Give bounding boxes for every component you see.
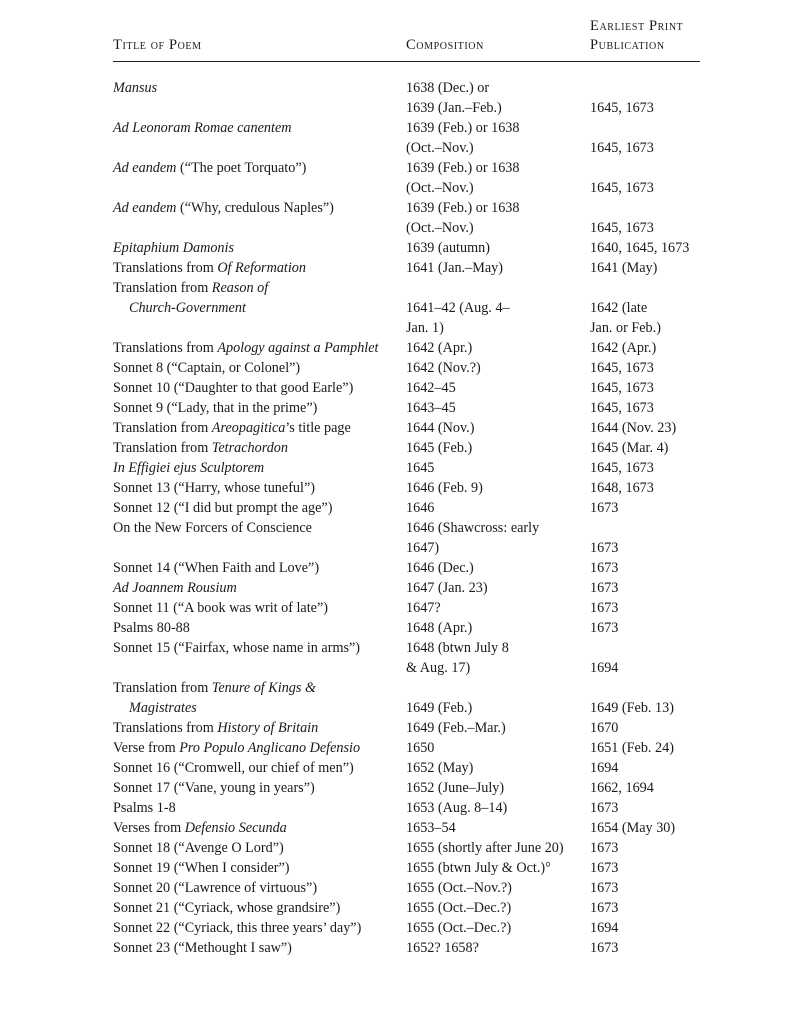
- publication-line: 1694: [590, 920, 619, 936]
- poem-title: [113, 518, 312, 538]
- poem-title: [113, 378, 353, 398]
- table-row: [0, 78, 800, 118]
- publication-line: [590, 198, 654, 218]
- composition-date: [406, 258, 503, 278]
- table-row: [0, 578, 800, 598]
- title-text: Ad Joannem Rousium: [113, 580, 237, 596]
- composition-date: [406, 858, 551, 878]
- table-row: [0, 878, 800, 898]
- composition-date: [406, 738, 434, 758]
- poem-title: [113, 458, 264, 478]
- composition-date: [406, 438, 472, 458]
- publication-line: 1645, 1673: [590, 400, 654, 416]
- publication-line: 1673: [590, 880, 619, 896]
- composition-line: 1647): [406, 540, 440, 556]
- poem-title: [113, 678, 316, 718]
- publication-date: [590, 758, 618, 778]
- publication-line: 1673: [590, 800, 619, 816]
- composition-line: 1645: [406, 460, 435, 476]
- composition-line: 1646 (Dec.): [406, 560, 474, 576]
- title-text: Translation from: [113, 420, 212, 436]
- publication-line: 1694: [590, 760, 619, 776]
- publication-date: [590, 778, 654, 798]
- poem-title: [113, 238, 234, 258]
- poem-title: [113, 758, 354, 778]
- title-text: Ad eandem: [113, 160, 177, 176]
- table-row: [0, 618, 800, 638]
- title-text: Apology against a Pamphlet: [217, 340, 379, 356]
- poem-title: [113, 858, 290, 878]
- publication-date: [590, 358, 654, 378]
- poem-title: [113, 198, 334, 218]
- composition-date: [406, 718, 506, 738]
- title-text: Church-Government: [129, 300, 246, 316]
- table-row: [0, 898, 800, 918]
- composition-date: [406, 78, 502, 118]
- publication-line: [590, 678, 674, 698]
- table-row: [0, 338, 800, 358]
- poem-title: [113, 598, 328, 618]
- composition-date: [406, 418, 474, 438]
- title-text: Translations from: [113, 720, 218, 736]
- composition-line: 1642–45: [406, 380, 456, 396]
- table-row: [0, 938, 800, 958]
- composition-line: 1643–45: [406, 400, 456, 416]
- poem-title: [113, 278, 268, 318]
- title-text: (“Why, credulous Naples”): [176, 200, 334, 216]
- composition-line: 1652 (June–July): [406, 780, 505, 796]
- publication-line: 1649 (Feb. 13): [590, 700, 674, 716]
- header-earliest-print: Earliest Print: [590, 18, 684, 34]
- title-text: Ad Leonoram Romae canentem: [113, 120, 292, 136]
- poem-title: [113, 818, 287, 838]
- table-row: [0, 278, 800, 338]
- table-row: [0, 678, 800, 718]
- table-row: [0, 558, 800, 578]
- poem-title: [113, 938, 292, 958]
- publication-date: [590, 838, 618, 858]
- publication-line: [590, 118, 654, 138]
- publication-date: [590, 518, 618, 558]
- composition-date: [406, 558, 474, 578]
- composition-line: 1649 (Feb.–Mar.): [406, 720, 506, 736]
- composition-date: [406, 498, 434, 518]
- composition-date: [406, 338, 472, 358]
- composition-line: 1653–54: [406, 820, 456, 836]
- composition-date: [406, 678, 472, 718]
- publication-line: 1673: [590, 500, 619, 516]
- poem-title: [113, 78, 157, 98]
- poem-title: [113, 618, 190, 638]
- title-text: Epitaphium Damonis: [113, 240, 234, 256]
- table-row: [0, 638, 800, 678]
- publication-line: 1673: [590, 940, 619, 956]
- table-row: [0, 158, 800, 198]
- composition-date: [406, 758, 473, 778]
- publication-line: 1645, 1673: [590, 380, 654, 396]
- publication-date: [590, 678, 674, 718]
- publication-line: 1641 (May): [590, 260, 658, 276]
- publication-date: [590, 578, 618, 598]
- publication-line: 1673: [590, 860, 619, 876]
- title-text: Sonnet 10 (“Daughter to that good Earle”): [113, 380, 354, 396]
- table-row: [0, 398, 800, 418]
- publication-date: [590, 638, 618, 678]
- composition-line: 1639 (Feb.) or 1638: [406, 200, 520, 216]
- table-row: [0, 458, 800, 478]
- publication-line: [590, 518, 618, 538]
- composition-line: 1639 (Feb.) or 1638: [406, 120, 520, 136]
- title-text: Reason of: [211, 280, 269, 296]
- publication-date: [590, 858, 618, 878]
- poem-title: [113, 898, 340, 918]
- publication-line: 1642 (late: [590, 300, 648, 316]
- publication-line: 1670: [590, 720, 619, 736]
- poem-title: [113, 578, 237, 598]
- composition-line: 1644 (Nov.): [406, 420, 475, 436]
- title-text: Psalms 1-8: [113, 800, 176, 816]
- publication-date: [590, 478, 654, 498]
- publication-date: [590, 278, 661, 338]
- publication-line: 1654 (May 30): [590, 820, 676, 836]
- title-text: Of Reformation: [217, 260, 306, 276]
- composition-line: 1650: [406, 740, 435, 756]
- publication-line: 1645, 1673: [590, 460, 654, 476]
- table-row: [0, 918, 800, 938]
- publication-date: [590, 418, 676, 438]
- title-text: Defensio Secunda: [184, 820, 287, 836]
- publication-date: [590, 198, 654, 238]
- publication-line: 1645, 1673: [590, 140, 654, 156]
- publication-line: 1640, 1645, 1673: [590, 240, 690, 256]
- table-row: [0, 478, 800, 498]
- publication-date: [590, 878, 618, 898]
- composition-line: [406, 678, 472, 698]
- title-text: Sonnet 14 (“When Faith and Love”): [113, 560, 320, 576]
- publication-date: [590, 558, 618, 578]
- publication-line: 1673: [590, 560, 619, 576]
- title-text: Sonnet 13 (“Harry, whose tuneful”): [113, 480, 315, 496]
- publication-date: [590, 618, 618, 638]
- composition-date: [406, 598, 441, 618]
- publication-line: 1644 (Nov. 23): [590, 420, 677, 436]
- composition-date: [406, 578, 488, 598]
- poem-title: [113, 798, 176, 818]
- composition-line: 1646 (Feb. 9): [406, 480, 483, 496]
- composition-date: [406, 878, 512, 898]
- composition-line: 1655 (btwn July & Oct.)°: [406, 860, 551, 876]
- poem-title: [113, 498, 332, 518]
- table-row: [0, 418, 800, 438]
- poem-title: [113, 878, 317, 898]
- title-text: Translation from: [113, 280, 212, 296]
- title-text: Sonnet 16 (“Cromwell, our chief of men”): [113, 760, 354, 776]
- title-text: In Effigiei ejus Sculptorem: [113, 460, 265, 476]
- title-text: Sonnet 12 (“I did but prompt the age”): [113, 500, 333, 516]
- poem-title: [113, 778, 315, 798]
- title-text: Translation from: [113, 440, 212, 456]
- publication-line: 1673: [590, 900, 619, 916]
- poem-title: [113, 118, 292, 138]
- title-text: Translation from: [113, 680, 212, 696]
- table-row: [0, 598, 800, 618]
- publication-date: [590, 78, 654, 118]
- table-row: [0, 758, 800, 778]
- title-text: Pro Populo Anglicano Defensio: [179, 740, 361, 756]
- publication-line: 1673: [590, 540, 619, 556]
- composition-line: 1655 (shortly after June 20): [406, 840, 564, 856]
- poem-title: [113, 438, 288, 458]
- composition-line: 1641–42 (Aug. 4–: [406, 300, 510, 316]
- header-publication: Publication: [590, 37, 665, 53]
- composition-date: [406, 938, 479, 958]
- composition-date: [406, 158, 520, 198]
- composition-date: [406, 638, 509, 678]
- title-text: Translations from: [113, 340, 218, 356]
- poem-title: [113, 918, 361, 938]
- table-row: [0, 738, 800, 758]
- publication-date: [590, 118, 654, 158]
- title-text: Verse from: [113, 740, 180, 756]
- publication-date: [590, 898, 618, 918]
- poem-table-body: [0, 78, 800, 958]
- table-row: [0, 438, 800, 458]
- composition-line: 1641 (Jan.–May): [406, 260, 503, 276]
- poem-title: [113, 638, 360, 658]
- poem-title: [113, 258, 306, 278]
- publication-date: [590, 238, 689, 258]
- title-text: On the New Forcers of Conscience: [113, 520, 312, 536]
- composition-date: [406, 358, 481, 378]
- poem-title: [113, 158, 306, 178]
- header-title-of-poem: Title of Poem: [113, 37, 202, 53]
- publication-line: 1645, 1673: [590, 180, 654, 196]
- composition-date: [406, 478, 483, 498]
- composition-line: (Oct.–Nov.): [406, 180, 474, 196]
- composition-line: 1639 (Feb.) or 1638: [406, 160, 520, 176]
- publication-date: [590, 158, 654, 198]
- publication-date: [590, 918, 618, 938]
- title-text: Sonnet 20 (“Lawrence of virtuous”): [113, 880, 318, 896]
- composition-line: 1655 (Oct.–Dec.?): [406, 900, 512, 916]
- publication-line: [590, 638, 618, 658]
- composition-date: [406, 838, 564, 858]
- composition-date: [406, 518, 539, 558]
- poem-title: [113, 338, 378, 358]
- title-text: Tetrachordon: [211, 440, 288, 456]
- composition-date: [406, 198, 520, 238]
- title-text: Psalms 80-88: [113, 620, 190, 636]
- composition-line: 1655 (Oct.–Nov.?): [406, 880, 512, 896]
- composition-line: 1638 (Dec.) or: [406, 80, 490, 96]
- composition-line: 1655 (Oct.–Dec.?): [406, 920, 512, 936]
- poem-title: [113, 738, 360, 758]
- publication-line: 1645 (Mar. 4): [590, 440, 669, 456]
- title-text: Mansus: [113, 80, 158, 96]
- title-text: Sonnet 11 (“A book was writ of late”): [113, 600, 328, 616]
- composition-date: [406, 798, 507, 818]
- composition-date: [406, 118, 520, 158]
- publication-date: [590, 378, 654, 398]
- table-row: [0, 198, 800, 238]
- title-text: Sonnet 15 (“Fairfax, whose name in arms”): [113, 640, 361, 656]
- poem-title: [113, 398, 317, 418]
- title-text: Magistrates: [129, 700, 197, 716]
- table-row: [0, 858, 800, 878]
- table-row: [0, 358, 800, 378]
- poem-title: [113, 718, 318, 738]
- publication-date: [590, 438, 668, 458]
- composition-line: 1652 (May): [406, 760, 474, 776]
- title-text: Sonnet 17 (“Vane, young in years”): [113, 780, 315, 796]
- publication-date: [590, 938, 618, 958]
- publication-date: [590, 818, 675, 838]
- publication-line: 1651 (Feb. 24): [590, 740, 674, 756]
- composition-line: [406, 278, 510, 298]
- title-text: Verses from: [113, 820, 185, 836]
- title-text: (“The poet Torquato”): [176, 160, 307, 176]
- composition-date: [406, 918, 511, 938]
- composition-date: [406, 378, 456, 398]
- title-text: History of Britain: [217, 720, 319, 736]
- poem-title: [113, 558, 319, 578]
- composition-date: [406, 818, 456, 838]
- publication-line: Jan. or Feb.): [590, 320, 661, 336]
- composition-line: & Aug. 17): [406, 660, 471, 676]
- table-row: [0, 838, 800, 858]
- composition-line: 1646 (Shawcross: early: [406, 520, 540, 536]
- poem-title: [113, 838, 284, 858]
- publication-date: [590, 738, 674, 758]
- table-row: [0, 258, 800, 278]
- composition-date: [406, 618, 472, 638]
- publication-date: [590, 598, 618, 618]
- publication-line: 1642 (Apr.): [590, 340, 657, 356]
- title-text: Sonnet 23 (“Methought I saw”): [113, 940, 292, 956]
- publication-line: 1673: [590, 620, 619, 636]
- composition-date: [406, 458, 434, 478]
- title-text: Sonnet 9 (“Lady, that in the prime”): [113, 400, 318, 416]
- composition-line: 1653 (Aug. 8–14): [406, 800, 508, 816]
- title-text: Tenure of Kings &: [211, 680, 316, 696]
- table-row: [0, 778, 800, 798]
- publication-date: [590, 338, 656, 358]
- publication-line: [590, 158, 654, 178]
- title-text: Ad eandem: [113, 200, 177, 216]
- composition-line: 1646: [406, 500, 435, 516]
- header-composition: Composition: [406, 37, 484, 53]
- title-text: Areopagitica: [211, 420, 286, 436]
- title-text: Sonnet 18 (“Avenge O Lord”): [113, 840, 284, 856]
- composition-line: (Oct.–Nov.): [406, 140, 474, 156]
- publication-line: 1645, 1673: [590, 220, 654, 236]
- publication-date: [590, 798, 618, 818]
- composition-line: 1639 (Jan.–Feb.): [406, 100, 502, 116]
- poem-title: [113, 478, 315, 498]
- publication-line: 1662, 1694: [590, 780, 654, 796]
- table-row: [0, 118, 800, 158]
- title-text: Sonnet 8 (“Captain, or Colonel”): [113, 360, 301, 376]
- composition-line: 1647?: [406, 600, 441, 616]
- publication-line: [590, 78, 654, 98]
- publication-date: [590, 458, 654, 478]
- publication-line: 1694: [590, 660, 619, 676]
- table-row: [0, 718, 800, 738]
- title-text: Sonnet 22 (“Cyriack, this three years’ day”): [113, 920, 362, 936]
- publication-line: 1645, 1673: [590, 100, 654, 116]
- table-row: [0, 798, 800, 818]
- composition-date: [406, 238, 490, 258]
- composition-date: [406, 778, 504, 798]
- composition-line: 1642 (Apr.): [406, 340, 473, 356]
- composition-date: [406, 898, 511, 918]
- table-row: [0, 238, 800, 258]
- composition-line: 1647 (Jan. 23): [406, 580, 488, 596]
- composition-line: 1649 (Feb.): [406, 700, 473, 716]
- composition-date: [406, 398, 456, 418]
- table-row: [0, 498, 800, 518]
- table-row: [0, 818, 800, 838]
- composition-line: 1645 (Feb.): [406, 440, 473, 456]
- composition-line: Jan. 1): [406, 320, 444, 336]
- composition-line: 1639 (autumn): [406, 240, 490, 256]
- title-text: Sonnet 21 (“Cyriack, whose grandsire”): [113, 900, 341, 916]
- composition-line: 1642 (Nov.?): [406, 360, 481, 376]
- publication-line: [590, 278, 661, 298]
- title-text: Translations from: [113, 260, 218, 276]
- publication-date: [590, 718, 618, 738]
- table-row: [0, 518, 800, 558]
- poem-title: [113, 358, 300, 378]
- publication-date: [590, 258, 657, 278]
- publication-line: 1673: [590, 840, 619, 856]
- title-text: Sonnet 19 (“When I consider”): [113, 860, 290, 876]
- composition-date: [406, 278, 510, 338]
- composition-line: 1648 (Apr.): [406, 620, 473, 636]
- publication-date: [590, 498, 618, 518]
- publication-line: 1673: [590, 580, 619, 596]
- header-rule: [113, 61, 700, 62]
- title-text: ’s title page: [285, 420, 351, 436]
- publication-line: 1673: [590, 600, 619, 616]
- composition-line: 1648 (btwn July 8: [406, 640, 509, 656]
- poem-title: [113, 418, 351, 438]
- composition-line: (Oct.–Nov.): [406, 220, 474, 236]
- publication-date: [590, 398, 654, 418]
- publication-line: 1645, 1673: [590, 360, 654, 376]
- publication-line: 1648, 1673: [590, 480, 654, 496]
- table-row: [0, 378, 800, 398]
- composition-line: 1652? 1658?: [406, 940, 479, 956]
